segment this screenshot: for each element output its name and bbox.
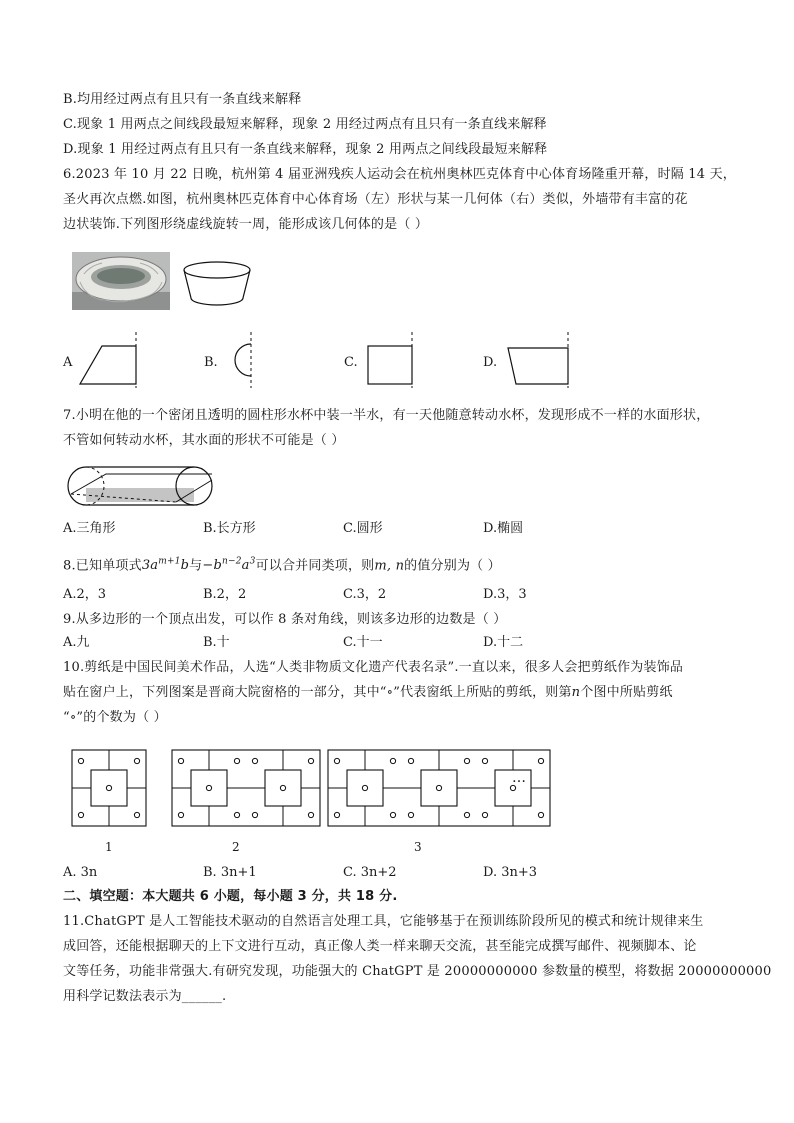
q5-option-d: D.现象 1 用经过两点有且只有一条直线来解释，现象 2 用两点之间线段最短来解释 — [63, 142, 548, 157]
q8-option-b: B.2，2 — [203, 587, 247, 602]
q6-stem-line3: 边状装饰.下列图形绕虚线旋转一周，能形成该几何体的是（ ） — [63, 217, 429, 232]
q10-stem-line1: 10.剪纸是中国民间美术作品，人选“人类非物质文化遗产代表名录”.一直以来，很多人会把剪纸作为装饰品 — [63, 660, 684, 675]
paper-cut-circle — [334, 812, 339, 817]
q11-stem-line3: 文等任务，功能非常强大.有研究发现，功能强大的 ChatGPT 是 20000000000 参数量的模型，将数据 20000000000 — [63, 964, 772, 979]
q6-stem-line1: 6.2023 年 10 月 22 日晚，杭州第 4 届亚洲残疾人运动会在杭州奥林匹克体育中心体育场隆重开幕，时隔 14 天， — [63, 167, 736, 182]
paper-cut-circle — [252, 812, 257, 817]
q7-stem-line1: 7.小明在他的一个密闭且透明的圆柱形水杯中装一半水，有一天他随意转动水杯，发现形成不一样的水面形状， — [63, 408, 710, 423]
ellipsis: … — [512, 770, 526, 786]
monomial-1: $3a^{m+1}b$ — [141, 557, 190, 574]
q6-option-d-figure — [506, 332, 572, 388]
paper-cut-circle — [538, 812, 543, 817]
q10-option-a: A. 3n — [63, 865, 98, 880]
paper-cut-circle — [390, 758, 395, 763]
variables-mn: m, n — [374, 558, 405, 574]
monomial-2: $-b^{n-2}a^3$ — [202, 557, 256, 574]
paper-cut-circle — [408, 758, 413, 763]
q7-option-d: D.椭圆 — [483, 521, 524, 536]
paper-cut-circle — [78, 758, 83, 763]
paper-cut-circle — [362, 785, 367, 790]
q6-option-a-label: A — [63, 355, 73, 370]
q8-option-d: D.3，3 — [483, 587, 527, 602]
q10-option-d: D. 3n+3 — [483, 865, 538, 880]
fig-label-2: 2 — [232, 840, 240, 854]
paper-cut-circle — [334, 758, 339, 763]
paper-cut-circle — [308, 758, 313, 763]
q6-option-d-label: D. — [483, 355, 498, 370]
paper-cut-circle — [178, 812, 183, 817]
fig-label-3: 3 — [414, 840, 422, 854]
q9-option-d: D.十二 — [483, 635, 524, 650]
paper-cut-circle — [538, 758, 543, 763]
fig-label-1: 1 — [105, 840, 113, 854]
paper-cut-circle — [390, 812, 395, 817]
paper-cut-circle — [234, 758, 239, 763]
q6-option-b-label: B. — [204, 355, 218, 370]
q10-stem-line3: “∘”的个数为（ ） — [63, 710, 167, 725]
paper-cut-circle — [308, 812, 313, 817]
paper-cut-circle — [464, 812, 469, 817]
q7-option-c: C.圆形 — [343, 521, 383, 536]
paper-cut-circle — [234, 812, 239, 817]
q8-option-c: C.3，2 — [343, 587, 387, 602]
q9-option-a: A.九 — [63, 635, 90, 650]
q6-option-c-label: C. — [344, 355, 358, 370]
q7-option-a: A.三角形 — [63, 521, 116, 536]
q8-option-a: A.2，3 — [63, 587, 107, 602]
q11-stem-line2: 成回答，还能根据聊天的上下文进行互动，真正像人类一样来聊天交流，甚至能完成撰写邮件、视频脚本、论 — [63, 939, 697, 954]
q10-option-b: B. 3n+1 — [203, 865, 257, 880]
q9-stem: 9.从多边形的一个顶点出发，可以作 8 条对角线，则该多边形的边数是（ ） — [63, 612, 507, 627]
window-lattice-figures — [70, 748, 530, 828]
q7-option-b: B.长方形 — [203, 521, 256, 536]
paper-cut-circle — [280, 785, 285, 790]
q5-option-b: B.均用经过两点有且只有一条直线来解释 — [63, 92, 302, 107]
paper-cut-circle — [510, 785, 515, 790]
paper-cut-circle — [206, 785, 211, 790]
paper-cut-circle — [134, 758, 139, 763]
q6-stem-line2: 圣火再次点燃.如图，杭州奥林匹克体育中心体育场（左）形状与某一几何体（右）类似，外墙带有丰富的花 — [63, 192, 688, 207]
section-2-heading: 二、填空题：本大题共 6 小题，每小题 3 分，共 18 分. — [63, 889, 398, 904]
q7-stem-line2: 不管如何转动水杯，其水面的形状不可能是（ ） — [63, 433, 345, 448]
paper-cut-circle — [436, 785, 441, 790]
q11-stem-line1: 11.ChatGPT 是人工智能技术驱动的自然语言处理工具，它能够基于在预训练阶段所见的模式和统计规律来生 — [63, 914, 704, 929]
paper-cut-circle — [482, 758, 487, 763]
paper-cut-circle — [482, 812, 487, 817]
frustum-solid-figure — [180, 258, 254, 310]
paper-cut-circle — [106, 785, 111, 790]
paper-cut-circle — [178, 758, 183, 763]
paper-cut-circle — [408, 812, 413, 817]
q10-option-c: C. 3n+2 — [343, 865, 397, 880]
q6-option-b-figure — [224, 332, 254, 388]
q9-option-b: B.十 — [203, 635, 230, 650]
q6-option-a-figure — [78, 332, 140, 388]
paper-cut-circle — [252, 758, 257, 763]
q6-option-c-figure — [366, 332, 416, 388]
paper-cut-circle — [78, 812, 83, 817]
q9-option-c: C.十一 — [343, 635, 383, 650]
stadium-photo — [72, 252, 170, 310]
q11-stem-line4: 用科学记数法表示为______. — [63, 989, 227, 1004]
paper-cut-circle — [134, 812, 139, 817]
q8-stem: 8.已知单项式$3a^{m+1}b$与$-b^{n-2}a^3$可以合并同类项，则m, n的值分别为（ ） — [63, 557, 501, 574]
paper-cut-circle — [464, 758, 469, 763]
q10-stem-line2: 贴在窗户上，下列图案是晋商大院窗格的一部分，其中“∘”代表窗纸上所贴的剪纸，则第n个图中所贴剪纸 — [63, 685, 673, 700]
q5-option-c: C.现象 1 用两点之间线段最短来解释，现象 2 用经过两点有且只有一条直线来解释 — [63, 117, 547, 132]
horizontal-cylinder-water-figure — [68, 464, 216, 508]
